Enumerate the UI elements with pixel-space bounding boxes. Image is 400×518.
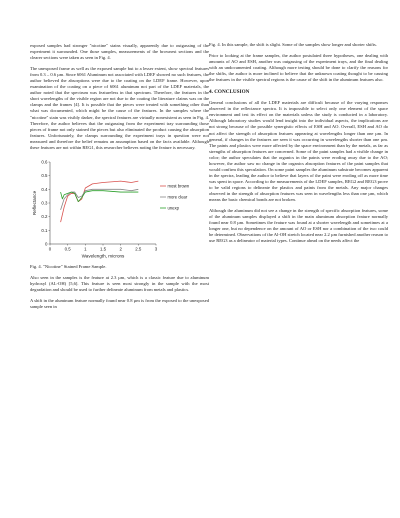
y-tick-label: 0.2 <box>41 213 48 219</box>
section-heading-conclusion: 4. CONCLUSION <box>209 89 250 96</box>
y-tick-label: 0.3 <box>41 200 48 206</box>
x-tick-label: 1.5 <box>99 246 107 252</box>
legend-entry: more clear <box>167 194 188 200</box>
chart-series <box>61 181 139 222</box>
y-tick-label: 0 <box>45 241 48 247</box>
left-paragraph-3: Also seen in the samples is the feature at 2.3 µm, which is a classic feature due to aluminum hydroxyl (AL-OH) [5,6]. This feature is seen most strongly in the sample with the most degradation and should be used to further delineate aluminum from metals and plastics. <box>30 274 209 292</box>
right-paragraph-2: Prior to looking at the frame samples, the author postulated three hypotheses, one dealing with amounts of AO and ESH, another was outgassing of the experiment trays, and the final dealing with an undocumented coating. Although more testing should be done to clarify the reasons for the shifts, the author is more inclined to believe that the unknown coating thought to be causing the features in the visible spectral regions is the cause of the shift in the aluminum features also. <box>209 53 388 83</box>
x-tick-label: 3 <box>154 246 158 252</box>
right-paragraph-3: General conclusions of all the LDEF materials are difficult because of the varying responses observed in the reflectance spectra. It is impossible to select only one element of the space environment and test its effect on the materials unless the study is conducted in a laboratory. Although laboratory studies would lend insight into the individual aspects, the implications are not strong because of the possible synergistic effects of ESH and AO. Overall, ESH and AO do not affect the strength of absorption features appearing at wavelengths longer than one µm. In general, if changes in the features are seen it was occurring in wavelengths shorter than one µm. The paints and plastics were more affected by the space environment than by the metals, as far as strengths of absorption features are concerned. Some of the paint samples had a visible change in color; the author speculates that the organics in the paints were eroding away due to the AO; however, the author saw no change in the organics absorption features of the paint samples that would confirm this speculation. On some paint samples the aluminum substrate becomes apparent in the spectra, leading the author to believe that layers of the paint were eroding off as more time was spent in space. According to the measurements of the LDEF samples, REG2 and REG3 prove to be valid regions to delineate the plastics and paints from the metals. Any major changes observed in the strength of absorption features was seen in wavelengths less than one µm, which means the basic chemical bonds are not broken. <box>209 100 388 203</box>
reflectance-chart-svg <box>30 156 209 264</box>
y-tick-label: 0.4 <box>41 186 48 192</box>
x-tick-label: 2 <box>119 246 122 252</box>
y-axis-label: Reflectance <box>32 190 37 215</box>
chart-axes <box>32 159 158 258</box>
series-line-unexp <box>61 190 139 201</box>
series-line-most-brown <box>61 181 139 222</box>
chart-legend <box>160 183 190 210</box>
x-axis-label: Wavelength, microns <box>81 253 125 259</box>
legend-entry: most brown <box>167 183 190 189</box>
left-column <box>30 0 209 315</box>
legend-entry: unexp <box>167 205 179 211</box>
x-tick-label: 2.5 <box>135 246 142 252</box>
right-paragraph-4: Although the aluminum did not see a change in the strength of specific absorption features, some of the aluminum samples displayed a shift in the main aluminum absorption feature normally found near 0.8 µm. Sometimes the feature was found at a shorter wavelength and sometimes at a longer one, but no dependence on the amount of AO or ESH nor a combination of the two could be determined. Observations of the Al-OH stretch located near 2.2 µm furnished another reason to use REG3 as a delineator of material types. Continue ahead on the needs affect the <box>209 208 388 244</box>
figure-caption: Fig. 4. "Nicotine" Stained Frame Sample. <box>30 263 107 269</box>
left-paragraph-4: A shift in the aluminum feature normally found near 0.8 µm is from the exposed to the unexposed sample seen in <box>30 297 209 309</box>
y-tick-label: 0.1 <box>41 227 48 233</box>
right-column <box>209 0 388 249</box>
right-paragraph-1: Fig. 4. In this sample, the shift is slight. Some of the samples show longer and shorter shifts. <box>209 42 377 47</box>
figure-4-chart <box>30 156 209 264</box>
y-tick-label: 0.6 <box>41 159 48 165</box>
x-tick-label: 0.5 <box>64 246 71 252</box>
left-paragraph-1: exposed samples had stronger "nicotine" stains visually, apparently due to outgassing of the experiment it surrounded. One those samples, measurements of the brownest sections and the clearer sections were taken as seen in Fig. 4. <box>30 43 209 61</box>
y-tick-label: 0.5 <box>41 172 48 178</box>
x-tick-label: 0 <box>48 246 52 252</box>
x-tick-label: 1 <box>84 246 87 252</box>
left-paragraph-2: The unexposed frame as well as the exposed sample but to a lesser extent, show spectral features from 0.3 – 0.6 µm. Since 6061 Aluminum not associated with LDEF showed no such features, the author believed the absorptions were due to the coating on the LDEF frame. However, upon examination of the coating on a piece of 6061 aluminum not part of the LDEF materials, the author noted that the spectrum was featureless in that spectrum. Therefore, the features in the short wavelengths of the visible region are not due to the coating the literature claims was on the clamps and the frames [4]. It is possible that the pieces were treated with something other than what was documented, which might be the cause of the features. In the samples where the "nicotine" stain was visibly darker, the spectral features are virtually nonexistent as seen in Fig. 4. Therefore, the author believes that the outgassing from the experiment tray surrounding those pieces of frame not only stained the pieces but also eliminated the product causing the absorption features. Unfortunately, the clamps surrounding the experiment trays in question were not measured and therefore the belief remains an assumption based on the facts available. Although these features are not within REG1, this researcher believes noting the feature is necessary. <box>30 66 209 150</box>
